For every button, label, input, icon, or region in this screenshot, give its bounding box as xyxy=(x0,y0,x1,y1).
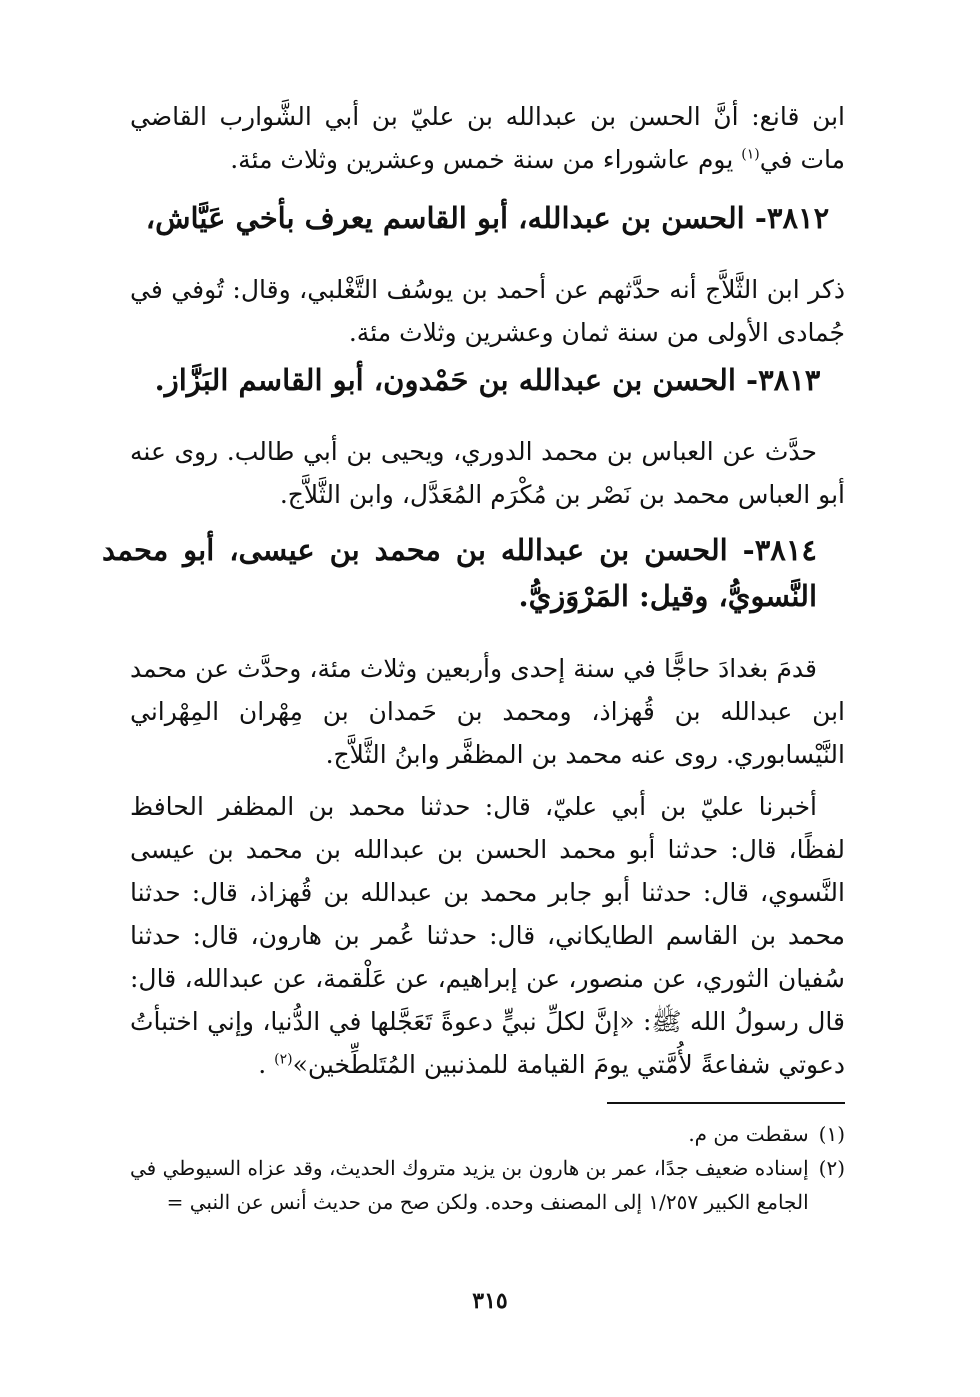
footnote-number: (١) xyxy=(818,1122,845,1146)
entry-heading-3814: ٣٨١٤- الحسن بن عبدالله بن محمد بن عيسى، أبو محمد النَّسويُّ، وقيل: المَرْوَزيُّ. xyxy=(102,533,817,613)
footnotes xyxy=(130,1117,845,1219)
paragraph-text: يوم عاشوراء من سنة خمس وعشرين وثلاث مئة. xyxy=(230,145,734,174)
paragraph-text: ابن قانع: أنَّ الحسن بن عبدالله بن عليّ بن أبي الشَّوارب القاضي مات في xyxy=(130,102,845,174)
footnote-ref-2: (٢) xyxy=(274,1051,293,1068)
paragraph-text: أخبرنا عليّ بن أبي عليّ، قال: حدثنا محمد بن المظفر الحافظ لفظًا، قال: حدثنا أبو محمد الحسن بن عبدالله بن محمد بن عيسى النَّسوي، قال: حدثنا أبو جابر محمد بن عبدالله بن قُهزاذ، قال: حدثنا محمد بن القاسم الطايكاني، قال: حدثنا عُمر بن هارون، قال: حدثنا سُفيان الثوري، عن منصور، عن إبراهيم، عن عَلْقمة، عن عبدالله، قال: قال رسولُ الله ﷺ: «إنَّ لكلِّ نبيٍّ دعوةً تَعَجَّلها في الدُّنيا، وإني اختبأتُ دعوتي شفاعةً لأُمَّتي يومَ القيامة للمذنبين المُتَلطِّخين» xyxy=(130,792,845,1079)
paragraph-ibn-qani xyxy=(130,95,845,181)
paragraph-end: . xyxy=(258,1050,267,1079)
paragraph-3813: حدَّث عن العباس بن محمد الدوري، ويحيى بن أبي طالب. روى عنه أبو العباس محمد بن نَصْر بن مُكْرَم المُعَدَّل، وابن الثَّلاَّج. xyxy=(130,437,845,509)
paragraph-hadith xyxy=(130,785,845,1086)
footnote-2 xyxy=(130,1151,845,1219)
entry-heading-3812: ٣٨١٢- الحسن بن عبدالله، أبو القاسم يعرف بأخي عَيَّاش، xyxy=(145,201,830,235)
page-number: ٣١٥ xyxy=(472,1288,508,1314)
page-body xyxy=(102,95,845,1375)
paragraph-3812: ذكر ابن الثَّلاَّج أنه حدَّثهم عن أحمد بن يوسُف التَّغْلبي، وقال: تُوفي في جُمادى الأولى من سنة ثمان وعشرين وثلاث مئة. xyxy=(130,275,845,347)
footnote-divider xyxy=(607,1102,845,1104)
footnote-text: سقطت من م. xyxy=(688,1122,809,1146)
footnote-number: (٢) xyxy=(818,1156,845,1180)
footnote-1 xyxy=(130,1117,845,1151)
paragraph-3814: قدمَ بغدادَ حاجًّا في سنة إحدى وأربعين وثلاث مئة، وحدَّث عن محمد ابن عبدالله بن قُهزاذ، ومحمد بن حَمدان بن مِهْران المِهْراني النَّيْسابوري. روى عنه محمد بن المظفَّر وابنُ الثَّلاَّج. xyxy=(130,654,845,769)
footnote-ref-1: (١) xyxy=(741,146,760,163)
footnote-text: إسناده ضعيف جدًا، عمر بن هارون بن يزيد متروك الحديث، وقد عزاه السيوطي في الجامع الكبير ١/٢٥٧ إلى المصنف وحده. ولكن صح من حديث أنس عن النبي = xyxy=(130,1156,809,1214)
entry-heading-3813: ٣٨١٣- الحسن بن عبدالله بن حَمْدون، أبو القاسم البَزَّاز. xyxy=(154,363,821,397)
